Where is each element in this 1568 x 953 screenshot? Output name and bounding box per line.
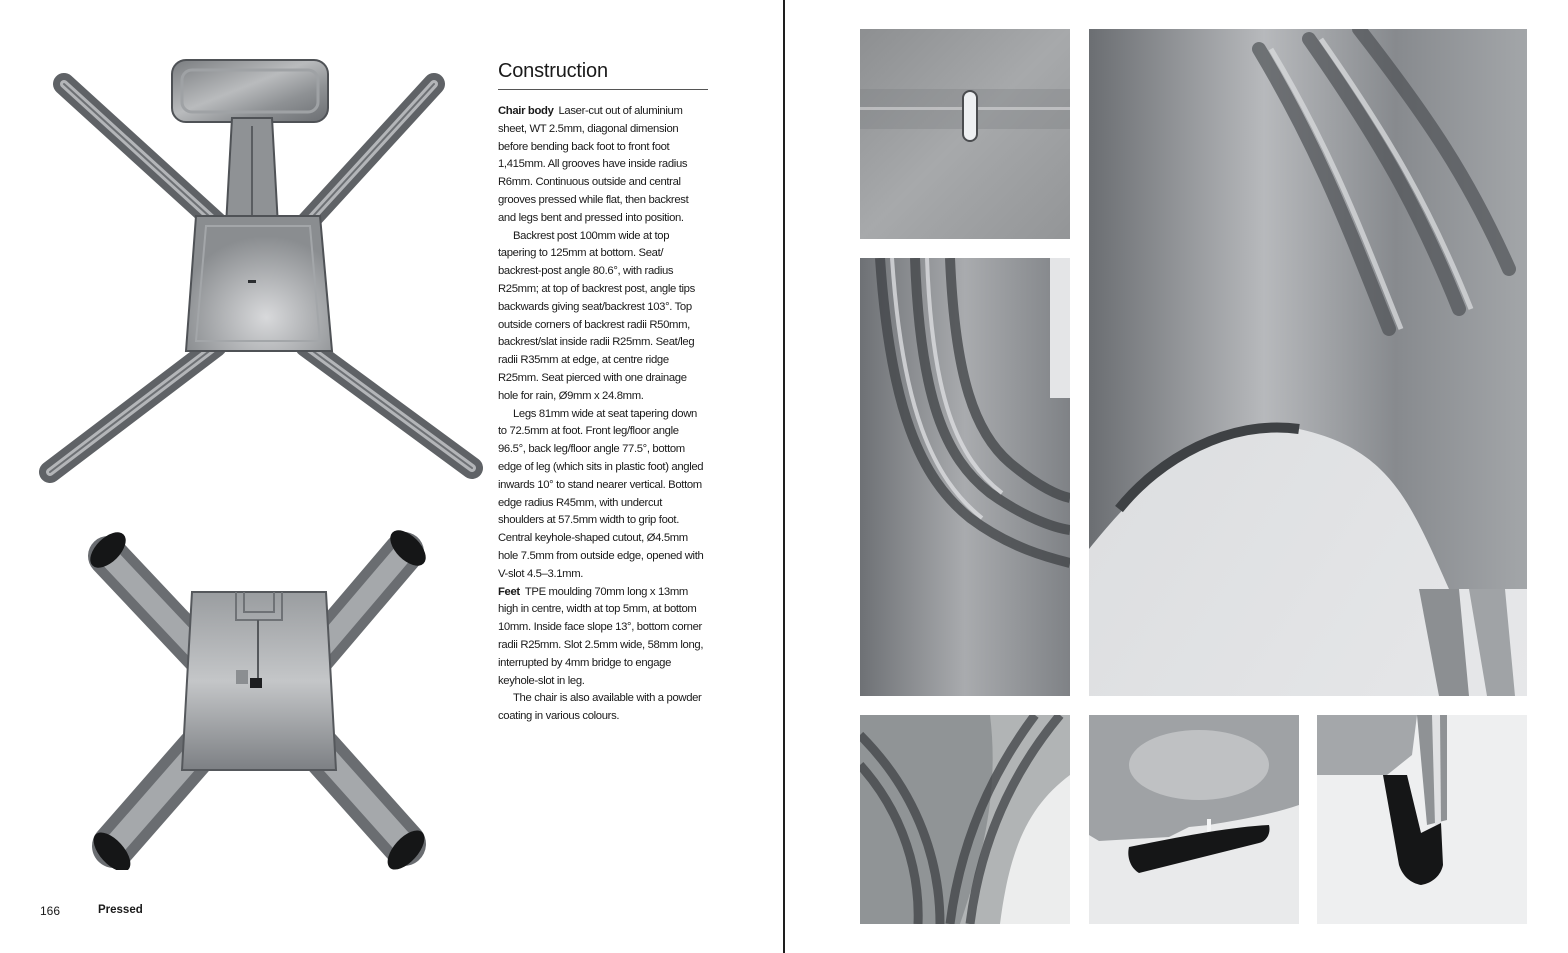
page-heading: Construction — [498, 60, 708, 90]
chair-body-text-2: Backrest post 100mm wide at top tapering to 125mm at bottom. Seat/ backrest-post angle 80.6°, with radius R25mm; at top of backrest post, angle tips backwards giving seat/backrest 103°. Top outside corners of backrest radii R50mm, backrest/slat inside radii R25mm. Seat/leg radii R35mm at edge, at centre ridge R25mm. Seat pierced with one drainage hole for rain, Ø9mm x 24.8mm. — [498, 229, 695, 402]
running-head: Pressed — [98, 904, 143, 916]
chair-body-text-1: Laser-cut out of aluminium sheet, WT 2.5mm, diagonal dimension before bending back foot to front foot 1,415mm. All grooves have inside radius R6mm. Continuous outside and central grooves pressed while flat, then backrest and legs bent and pressed into position. — [498, 105, 689, 224]
page-number: 166 — [40, 904, 61, 918]
feet-paragraph — [498, 584, 708, 691]
seat-leg-groove-closeup-photo — [1089, 29, 1527, 696]
construction-body-text — [498, 103, 708, 726]
leg-groove-bend-photo — [860, 258, 1070, 696]
feet-label: Feet — [498, 585, 520, 598]
chair-body-label: Chair body — [498, 105, 554, 117]
foot-separated-photo — [1089, 715, 1299, 924]
left-page — [0, 0, 783, 953]
foot-mounted-photo — [1317, 715, 1527, 924]
chair-body-text-3: Legs 81mm wide at seat tapering down to 72.5mm at foot. Front leg/floor angle 96.5°, back leg/floor angle 77.5°, bottom edge of leg (which sits in plastic foot) angled inwards 10° to stand nearer vertical. Bottom edge radius R45mm, with undercut shoulders at 57.5mm width to grip foot. Central keyhole-shaped cutout, Ø4.5mm hole 7.5mm from outside edge, opened with V-slot 4.5–3.1mm. — [498, 407, 704, 580]
flat-chair-blank-image — [36, 56, 488, 496]
keyhole-slot-photo — [860, 29, 1070, 239]
feet-text-1: TPE moulding 70mm long x 13mm high in centre, width at top 5mm, at bottom 10mm. Inside face slope 13°, bottom corner radii R25mm. Slot 2.5mm wide, 58mm long, interrupted by 4mm bridge to engage keyhole-slot in leg. — [498, 585, 704, 687]
keyhole-cutout-icon — [963, 91, 977, 141]
chair-body-paragraph — [498, 103, 708, 228]
leg-groove-detail-photo — [860, 715, 1070, 924]
feet-text-2: The chair is also available with a powder coating in various colours. — [498, 692, 702, 723]
bent-chair-underside-image — [86, 530, 432, 870]
